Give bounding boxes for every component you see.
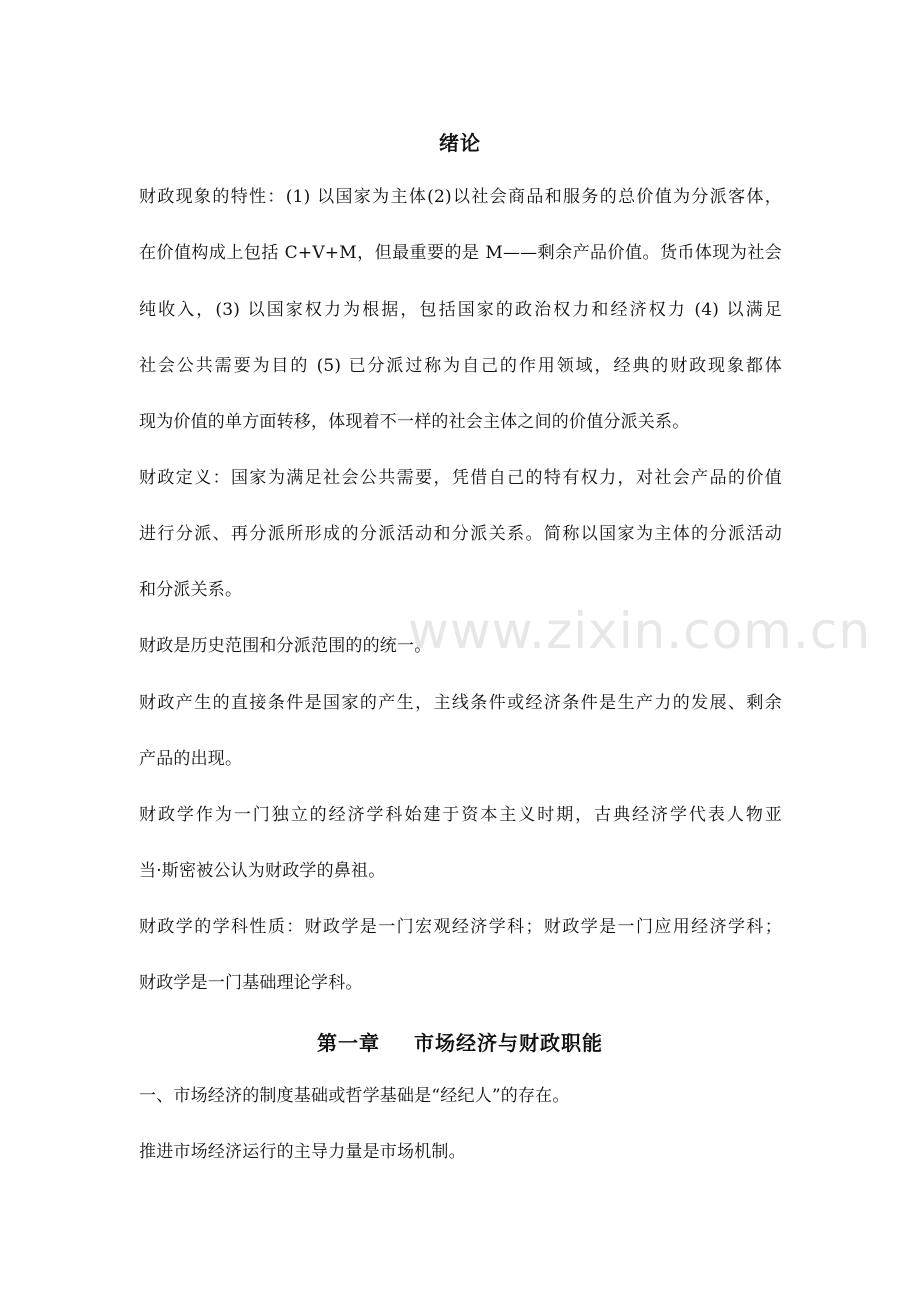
chapter-heading [0,1027,920,1056]
paragraph-line: 产品的出现。 [139,749,243,769]
paragraph-line: 财政定义：国家为满足社会公共需要，凭借自己的特有权力，对社会产品的价值 [139,468,782,488]
paragraph-line: 财政学作为一门独立的经济学科始建于资本主义时期，古典经济学代表人物亚 [139,805,782,825]
chapter-title: 市场经济与财政职能 [414,1031,603,1055]
paragraph-line: 财政现象的特性：(1) 以国家为主体(2)以社会商品和服务的总价值为分派客体， [139,187,782,207]
paragraph-line: 财政学是一门基础理论学科。 [139,973,363,993]
page-title: 绪论 [439,131,481,155]
chapter-number: 第一章 [317,1031,380,1055]
watermark: www.zixin.com.cn [408,602,872,660]
paragraph-line: 现为价值的单方面转移，体现着不一样的社会主体之间的价值分派关系。 [139,412,690,432]
paragraph-line: 进行分派、再分派所形成的分派活动和分派关系。简称以国家为主体的分派活动 [139,524,782,544]
paragraph-line: 纯收入，(3) 以国家权力为根据，包括国家的政治权力和经济权力 (4) 以满足 [139,300,782,320]
paragraph-line: 财政学的学科性质：财政学是一门宏观经济学科；财政学是一门应用经济学科； [139,917,782,937]
paragraph-line: 财政产生的直接条件是国家的产生，主线条件或经济条件是生产力的发展、剩余 [139,693,782,713]
paragraph-line: 一、市场经济的制度基础或哲学基础是“经纪人”的存在。 [139,1086,570,1106]
paragraph-line: 社会公共需要为目的 (5) 已分派过称为自己的作用领域，经典的财政现象都体 [139,356,782,376]
paragraph-line: 推进市场经济运行的主导力量是市场机制。 [139,1142,466,1162]
paragraph-line: 和分派关系。 [139,580,243,600]
paragraph-line: 当·斯密被公认为财政学的鼻祖。 [139,861,386,881]
paragraph-line: 财政是历史范围和分派范围的的统一。 [139,636,432,656]
paragraph-line: 在价值构成上包括 C+V+M，但最重要的是 M——剩余产品价值。货币体现为社会 [139,243,782,263]
